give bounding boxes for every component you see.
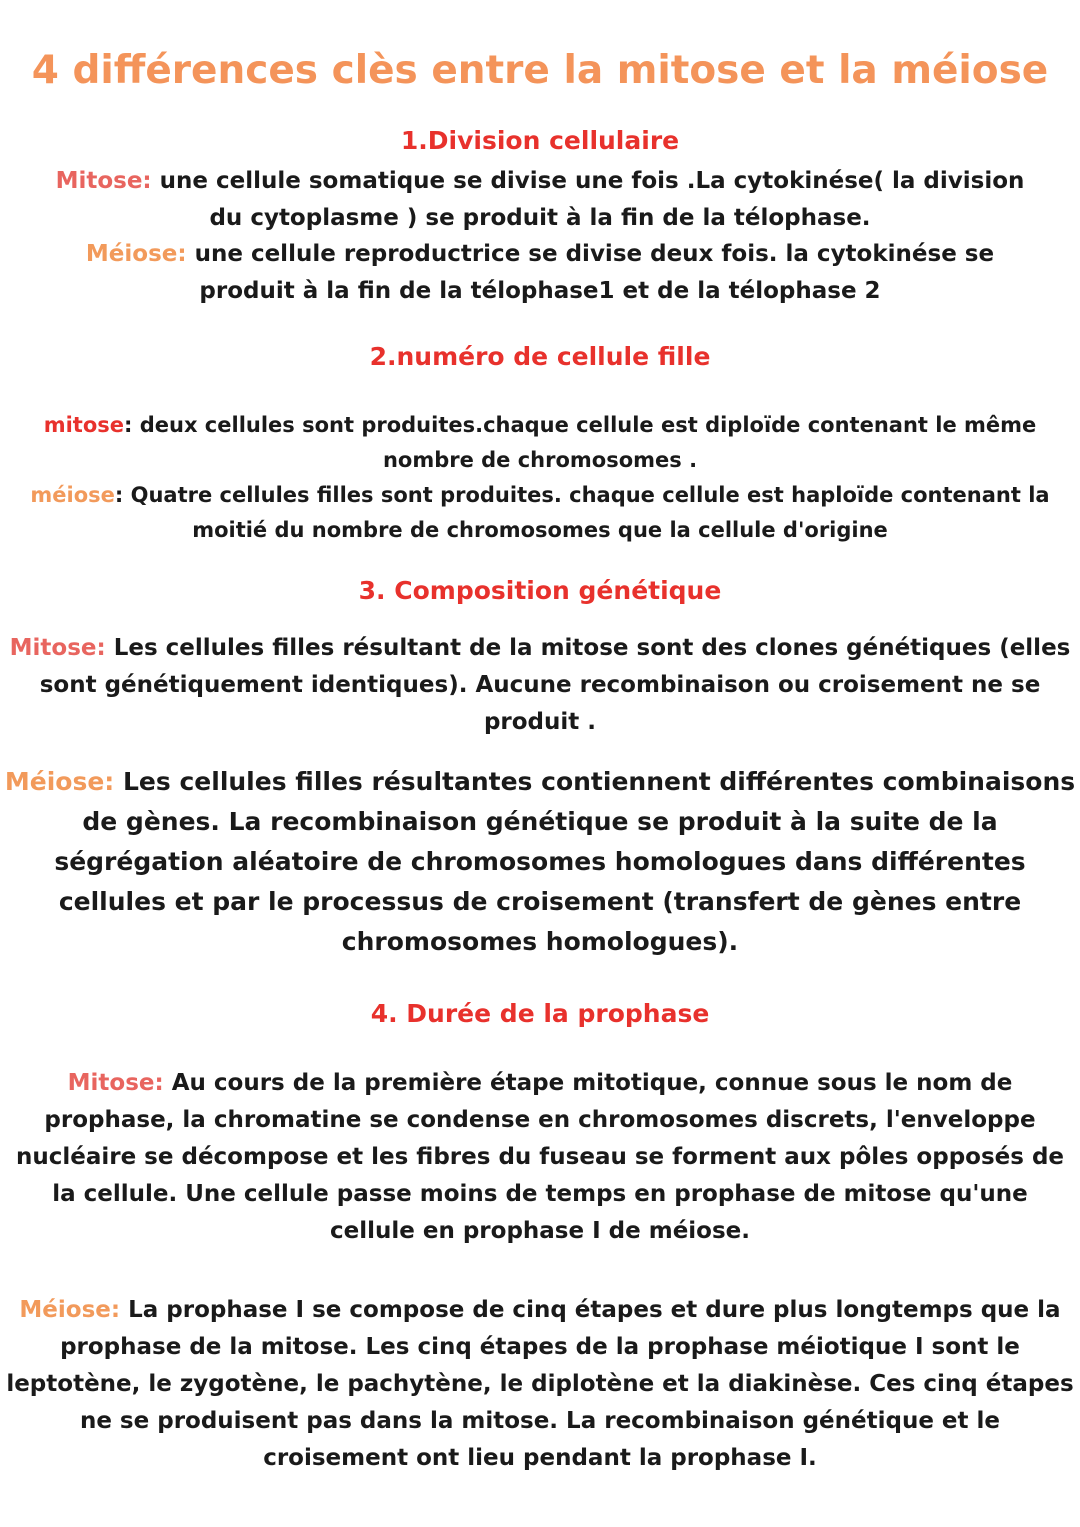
meiose-label: Méiose: bbox=[19, 1297, 121, 1323]
meiose-label: méiose bbox=[30, 483, 115, 507]
mitose-text: Les cellules filles résultant de la mitose sont des clones génétiques (elles sont génétiquement identiques). Aucune recombinaison ou croisement ne se produit . bbox=[39, 635, 1071, 735]
section-heading-2: 2.numéro de cellule fille bbox=[369, 342, 711, 371]
section-heading-3: 3. Composition génétique bbox=[358, 576, 722, 605]
mitose-paragraph-1 bbox=[50, 163, 1030, 237]
meiose-text: une cellule reproductrice se divise deux fois. la cytokinése se produit à la fin de la télophase1 et de la télophase 2 bbox=[194, 241, 995, 304]
meiose-label: Méiose: bbox=[85, 241, 187, 267]
meiose-paragraph-2 bbox=[25, 478, 1055, 548]
section-heading-4: 4. Durée de la prophase bbox=[370, 999, 710, 1028]
meiose-paragraph-1 bbox=[40, 236, 1040, 310]
mitose-label: Mitose: bbox=[9, 635, 106, 661]
mitose-label: Mitose: bbox=[55, 168, 152, 194]
meiose-text: Les cellules filles résultantes contiennent différentes combinaisons de gènes. La recombinaison génétique se produit à la suite de la ségrégation aléatoire de chromosomes homologues dans différentes cellules et par le processus de croisement (transfert de gènes entre chromosomes homologues). bbox=[54, 767, 1076, 956]
meiose-paragraph-4 bbox=[4, 1292, 1076, 1477]
section-heading-1: 1.Division cellulaire bbox=[400, 126, 680, 155]
page-title: 4 différences clès entre la mitose et la méiose bbox=[31, 48, 1049, 93]
mitose-text: Au cours de la première étape mitotique, connue sous le nom de prophase, la chromatine se condense en chromosomes discrets, l'enveloppe nucléaire se décompose et les fibres du fuseau se forment aux pôles opposés de la cellule. Une cellule passe moins de temps en prophase de mitose qu'une cellule en prophase I de méiose. bbox=[15, 1070, 1065, 1244]
mitose-text: : deux cellules sont produites.chaque cellule est diploïde contenant le même nombre de chromosomes . bbox=[124, 413, 1037, 472]
mitose-paragraph-4 bbox=[8, 1065, 1072, 1250]
meiose-label: Méiose: bbox=[4, 767, 115, 796]
meiose-text: La prophase I se compose de cinq étapes et dure plus longtemps que la prophase de la mitose. Les cinq étapes de la prophase méiotique I sont le leptotène, le zygotène, le pachytène, le diplotène et la diakinèse. Ces cinq étapes ne se produisent pas dans la mitose. La recombinaison génétique et le croisement ont lieu pendant la prophase I. bbox=[6, 1297, 1074, 1471]
meiose-paragraph-3 bbox=[4, 762, 1076, 962]
mitose-text: une cellule somatique se divise une fois .La cytokinése( la division du cytoplasme ) se produit à la fin de la télophase. bbox=[159, 168, 1025, 231]
mitose-paragraph-3 bbox=[8, 630, 1072, 741]
mitose-paragraph-2 bbox=[25, 408, 1055, 478]
meiose-text: : Quatre cellules filles sont produites. chaque cellule est haploïde contenant la moitié du nombre de chromosomes que la cellule d'origine bbox=[114, 483, 1050, 542]
mitose-label: mitose bbox=[43, 413, 125, 437]
mitose-label: Mitose: bbox=[67, 1070, 164, 1096]
